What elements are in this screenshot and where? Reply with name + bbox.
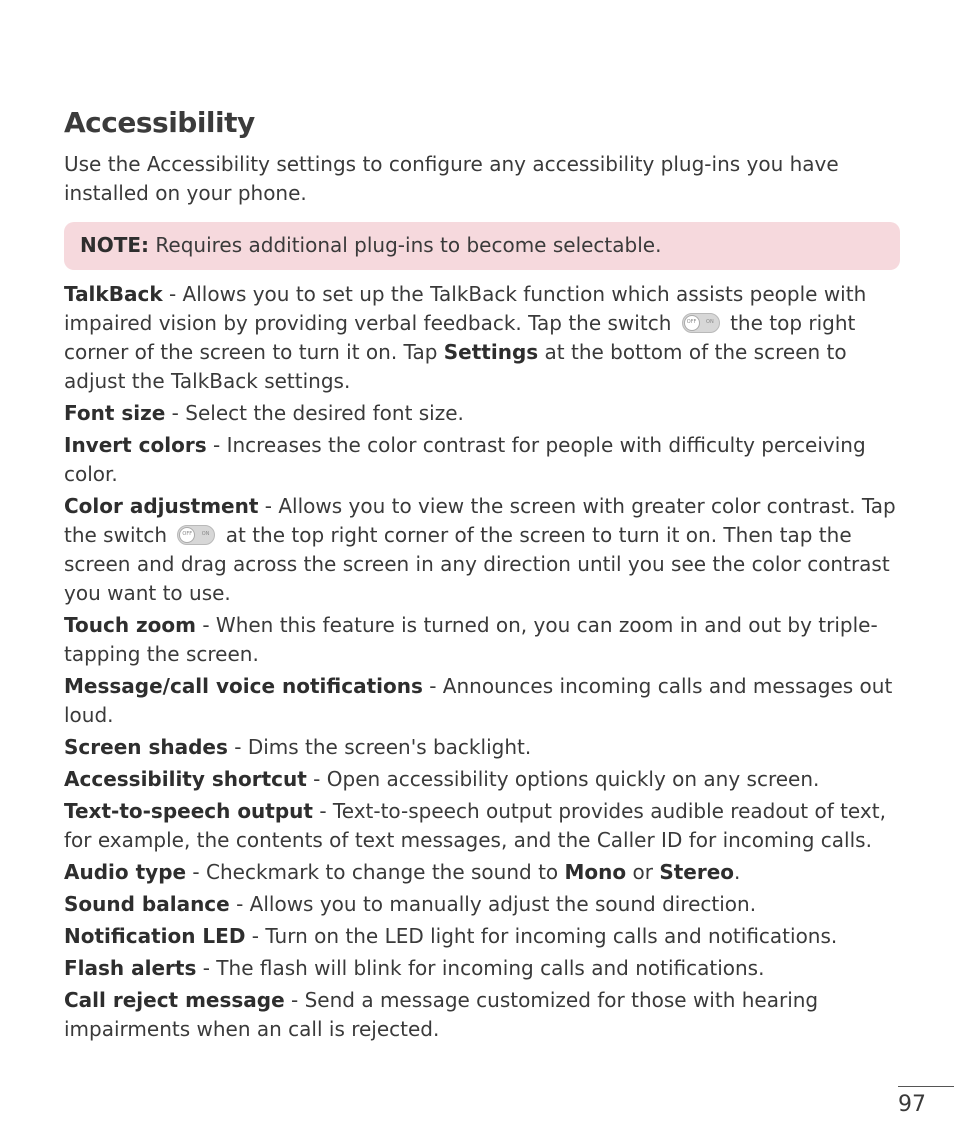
- item-color-adjustment: Color adjustment - Allows you to view the screen with greater color contrast. Tap the switch OFF ON at the top right corner of the screen to turn it on. Then tap the screen and drag across the screen in any direction until you see the color contrast you want to use.: [64, 494, 896, 605]
- item-accessibility-shortcut: Accessibility shortcut - Open accessibility options quickly on any screen.: [64, 767, 820, 791]
- item-sound-balance: Sound balance - Allows you to manually adjust the sound direction.: [64, 892, 757, 916]
- item-invert-colors: Invert colors - Increases the color contrast for people with difficulty perceiving color.: [64, 433, 866, 486]
- term-talkback: TalkBack: [64, 282, 163, 306]
- item-voice-notifications: Message/call voice notifications - Announces incoming calls and messages out loud.: [64, 674, 893, 727]
- page-title: Accessibility: [64, 106, 255, 139]
- item-flash-alerts: Flash alerts - The flash will blink for incoming calls and notifications.: [64, 956, 765, 980]
- item-tts-output: Text-to-speech output - Text-to-speech output provides audible readout of text, for example, the contents of text messages, and the Caller ID for incoming calls.: [64, 799, 886, 852]
- settings-label: Settings: [443, 340, 539, 364]
- page-number-rule: [898, 1086, 954, 1087]
- item-talkback: TalkBack - Allows you to set up the TalkBack function which assists people with impaired vision by providing verbal feedback. Tap the switch OFF ON the top right corner of the screen to turn it on. Tap Settings at the bottom of the screen to adjust the TalkBack settings.: [64, 282, 867, 393]
- intro-paragraph: Use the Accessibility settings to configure any accessibility plug-ins you have installed on your phone.: [64, 152, 839, 205]
- item-call-reject-message: Call reject message - Send a message customized for those with hearing impairments when an call is rejected.: [64, 988, 819, 1041]
- item-notification-led: Notification LED - Turn on the LED light for incoming calls and notifications.: [64, 924, 838, 948]
- feature-list: [64, 280, 900, 1044]
- note-label: NOTE:: [80, 233, 150, 257]
- note-text: Requires additional plug-ins to become selectable.: [149, 233, 662, 257]
- page-content: [64, 104, 900, 1047]
- item-screen-shades: Screen shades - Dims the screen's backlight.: [64, 735, 532, 759]
- item-touch-zoom: Touch zoom - When this feature is turned on, you can zoom in and out by triple-tapping the screen.: [64, 613, 878, 666]
- page-number: 97: [898, 1092, 926, 1117]
- item-font-size: Font size - Select the desired font size.: [64, 401, 464, 425]
- item-audio-type: Audio type - Checkmark to change the sound to Mono or Stereo.: [64, 860, 741, 884]
- note-box: [64, 222, 900, 270]
- toggle-switch-icon: OFF ON: [177, 525, 215, 545]
- toggle-switch-icon: OFF ON: [682, 313, 720, 333]
